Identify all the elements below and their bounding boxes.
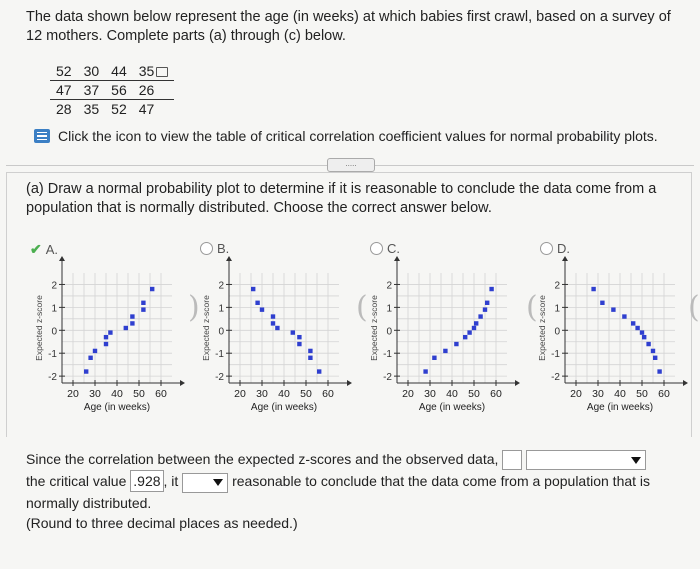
expand-button[interactable]: ..... bbox=[327, 158, 375, 172]
dropdown-arrow-icon bbox=[213, 479, 223, 486]
data-point bbox=[291, 330, 295, 334]
y-axis-arrow-icon bbox=[562, 256, 568, 261]
data-cell: 52 bbox=[50, 62, 78, 81]
bracket-decoration: ) bbox=[188, 290, 200, 325]
y-tick-label: 1 bbox=[51, 303, 57, 315]
plot-a-svg bbox=[30, 255, 180, 420]
x-tick-label: 30 bbox=[424, 388, 436, 400]
data-point bbox=[478, 314, 482, 318]
info-link-text[interactable]: Click the icon to view the table of critical correlation coefficient values for normal probability plots. bbox=[58, 128, 658, 144]
data-point bbox=[443, 349, 447, 353]
data-point bbox=[635, 326, 639, 330]
data-cell: 47 bbox=[138, 101, 155, 117]
y-tick-label: -1 bbox=[48, 349, 57, 361]
x-axis-label: Age (in weeks) bbox=[418, 402, 486, 413]
data-point bbox=[141, 307, 145, 311]
x-tick-label: 60 bbox=[155, 388, 167, 400]
data-point bbox=[611, 307, 615, 311]
x-tick-label: 40 bbox=[111, 388, 123, 400]
data-point bbox=[271, 321, 275, 325]
data-point bbox=[600, 301, 604, 305]
option-b[interactable] bbox=[200, 241, 229, 256]
y-axis-label: Expected z-score bbox=[201, 295, 211, 361]
data-point bbox=[84, 369, 88, 373]
table-row bbox=[50, 62, 174, 81]
x-tick-label: 20 bbox=[570, 388, 582, 400]
table-icon[interactable] bbox=[34, 129, 50, 143]
option-d[interactable] bbox=[540, 241, 570, 256]
data-cell: 44 bbox=[105, 62, 133, 81]
bracket-decoration: ( bbox=[356, 290, 368, 325]
y-axis-arrow-icon bbox=[59, 256, 65, 261]
data-point bbox=[308, 349, 312, 353]
correlation-input[interactable] bbox=[502, 450, 522, 470]
x-tick-label: 40 bbox=[278, 388, 290, 400]
data-point bbox=[463, 335, 467, 339]
data-cell: 35 bbox=[83, 101, 100, 117]
data-point bbox=[642, 335, 646, 339]
y-tick-label: 2 bbox=[218, 280, 224, 292]
y-tick-label: 0 bbox=[386, 326, 392, 338]
bracket-decoration: ( bbox=[688, 290, 700, 325]
data-point bbox=[108, 330, 112, 334]
data-point bbox=[130, 321, 134, 325]
data-point bbox=[423, 369, 427, 373]
option-c[interactable] bbox=[370, 241, 400, 256]
y-axis-label: Expected z-score bbox=[369, 295, 379, 361]
y-tick-label: 0 bbox=[51, 326, 57, 338]
x-tick-label: 20 bbox=[234, 388, 246, 400]
data-point bbox=[260, 307, 264, 311]
y-tick-label: -2 bbox=[383, 372, 392, 384]
x-tick-label: 40 bbox=[446, 388, 458, 400]
option-label: C. bbox=[387, 241, 400, 256]
reasonable-dropdown[interactable] bbox=[182, 473, 228, 493]
data-point bbox=[631, 321, 635, 325]
copy-icon[interactable] bbox=[156, 67, 168, 77]
data-cell: 56 bbox=[105, 81, 133, 100]
y-tick-label: 0 bbox=[554, 326, 560, 338]
x-tick-label: 50 bbox=[468, 388, 480, 400]
data-point bbox=[485, 301, 489, 305]
data-point bbox=[651, 349, 655, 353]
question-intro: The data shown below represent the age (in weeks) at which babies first crawl, based on a survey of 12 mothers. Complete parts (a) through (c) below. bbox=[26, 9, 671, 44]
y-axis-arrow-icon bbox=[394, 256, 400, 261]
data-cell: 30 bbox=[78, 62, 106, 81]
comparison-dropdown[interactable] bbox=[526, 450, 646, 470]
answer-text: , it bbox=[163, 473, 179, 490]
data-point bbox=[271, 314, 275, 318]
y-tick-label: -2 bbox=[551, 372, 560, 384]
x-tick-label: 30 bbox=[89, 388, 101, 400]
answer-sentence bbox=[26, 449, 696, 533]
answer-text: the critical value bbox=[26, 473, 127, 490]
y-axis-arrow-icon bbox=[226, 256, 232, 261]
data-point bbox=[472, 326, 476, 330]
option-label: D. bbox=[557, 241, 570, 256]
y-tick-label: 0 bbox=[218, 326, 224, 338]
data-point bbox=[124, 326, 128, 330]
plot-a[interactable] bbox=[30, 255, 180, 420]
data-point bbox=[251, 287, 255, 291]
y-axis-label: Expected z-score bbox=[34, 295, 44, 361]
data-point bbox=[104, 342, 108, 346]
x-tick-label: 60 bbox=[490, 388, 502, 400]
data-point bbox=[454, 342, 458, 346]
data-point bbox=[141, 301, 145, 305]
plot-b-svg bbox=[197, 255, 347, 420]
answer-text: reasonable to conclude that the data come from a population that is normally distributed. bbox=[26, 473, 651, 511]
data-point bbox=[255, 301, 259, 305]
x-tick-label: 50 bbox=[133, 388, 145, 400]
option-label: A. bbox=[45, 242, 59, 257]
y-tick-label: -1 bbox=[215, 349, 224, 361]
option-label: B. bbox=[217, 241, 230, 256]
x-tick-label: 60 bbox=[658, 388, 670, 400]
plot-b[interactable] bbox=[197, 255, 347, 420]
x-tick-label: 20 bbox=[67, 388, 79, 400]
part-a-prompt: (a) Draw a normal probability plot to determine if it is reasonable to conclude the data come from a population that is normally distributed. Choose the correct answer below. bbox=[26, 181, 657, 216]
critical-values-link[interactable] bbox=[34, 128, 658, 144]
radio-button[interactable] bbox=[200, 242, 213, 255]
y-tick-label: 1 bbox=[218, 303, 224, 315]
data-point bbox=[483, 307, 487, 311]
data-point bbox=[130, 314, 134, 318]
y-tick-label: -2 bbox=[48, 372, 57, 384]
x-axis-label: Age (in weeks) bbox=[586, 402, 654, 413]
y-tick-label: 1 bbox=[554, 303, 560, 315]
table-row bbox=[50, 81, 174, 100]
y-tick-label: -1 bbox=[383, 349, 392, 361]
data-point bbox=[297, 335, 301, 339]
x-tick-label: 30 bbox=[592, 388, 604, 400]
x-tick-label: 50 bbox=[300, 388, 312, 400]
data-point bbox=[640, 330, 644, 334]
data-table bbox=[50, 62, 174, 118]
data-cell: 52 bbox=[111, 101, 127, 117]
data-point bbox=[591, 287, 595, 291]
data-cell: 26 bbox=[133, 81, 175, 100]
data-point bbox=[150, 287, 154, 291]
x-tick-label: 40 bbox=[614, 388, 626, 400]
plot-d[interactable] bbox=[533, 255, 683, 420]
y-tick-label: -1 bbox=[551, 349, 560, 361]
y-tick-label: 2 bbox=[386, 280, 392, 292]
y-tick-label: 1 bbox=[386, 303, 392, 315]
data-point bbox=[93, 349, 97, 353]
x-axis-label: Age (in weeks) bbox=[83, 402, 151, 413]
plot-d-svg bbox=[533, 255, 683, 420]
data-cell: 37 bbox=[78, 81, 106, 100]
data-point bbox=[297, 342, 301, 346]
answer-text: Since the correlation between the expected z-scores and the observed data, bbox=[26, 451, 499, 467]
y-axis-label: Expected z-score bbox=[537, 295, 547, 361]
data-point bbox=[275, 326, 279, 330]
table-row bbox=[50, 100, 174, 119]
checkmark-icon: ✔ bbox=[30, 241, 42, 257]
plot-c[interactable] bbox=[365, 255, 515, 420]
x-tick-label: 20 bbox=[402, 388, 414, 400]
x-tick-label: 30 bbox=[256, 388, 268, 400]
y-tick-label: -2 bbox=[215, 372, 224, 384]
x-tick-label: 60 bbox=[322, 388, 334, 400]
radio-button[interactable] bbox=[540, 242, 553, 255]
data-point bbox=[653, 356, 657, 360]
data-point bbox=[432, 356, 436, 360]
bracket-decoration: ( bbox=[526, 290, 538, 325]
data-point bbox=[646, 342, 650, 346]
data-cell: 28 bbox=[56, 101, 72, 117]
dropdown-arrow-icon bbox=[631, 457, 641, 464]
data-point bbox=[88, 356, 92, 360]
plot-c-svg bbox=[365, 255, 515, 420]
data-point bbox=[657, 369, 661, 373]
data-point bbox=[104, 335, 108, 339]
data-point bbox=[474, 321, 478, 325]
y-tick-label: 2 bbox=[51, 280, 57, 292]
x-tick-label: 50 bbox=[636, 388, 648, 400]
data-cell: 47 bbox=[50, 81, 78, 100]
critical-value: .928 bbox=[130, 470, 163, 492]
data-point bbox=[622, 314, 626, 318]
radio-button[interactable] bbox=[370, 242, 383, 255]
data-point bbox=[308, 356, 312, 360]
data-cell: 35 bbox=[133, 62, 175, 81]
y-tick-label: 2 bbox=[554, 280, 560, 292]
rounding-note: (Round to three decimal places as needed.) bbox=[26, 514, 298, 531]
data-point bbox=[317, 369, 321, 373]
x-axis-label: Age (in weeks) bbox=[250, 402, 318, 413]
data-point bbox=[489, 287, 493, 291]
data-point bbox=[467, 330, 471, 334]
